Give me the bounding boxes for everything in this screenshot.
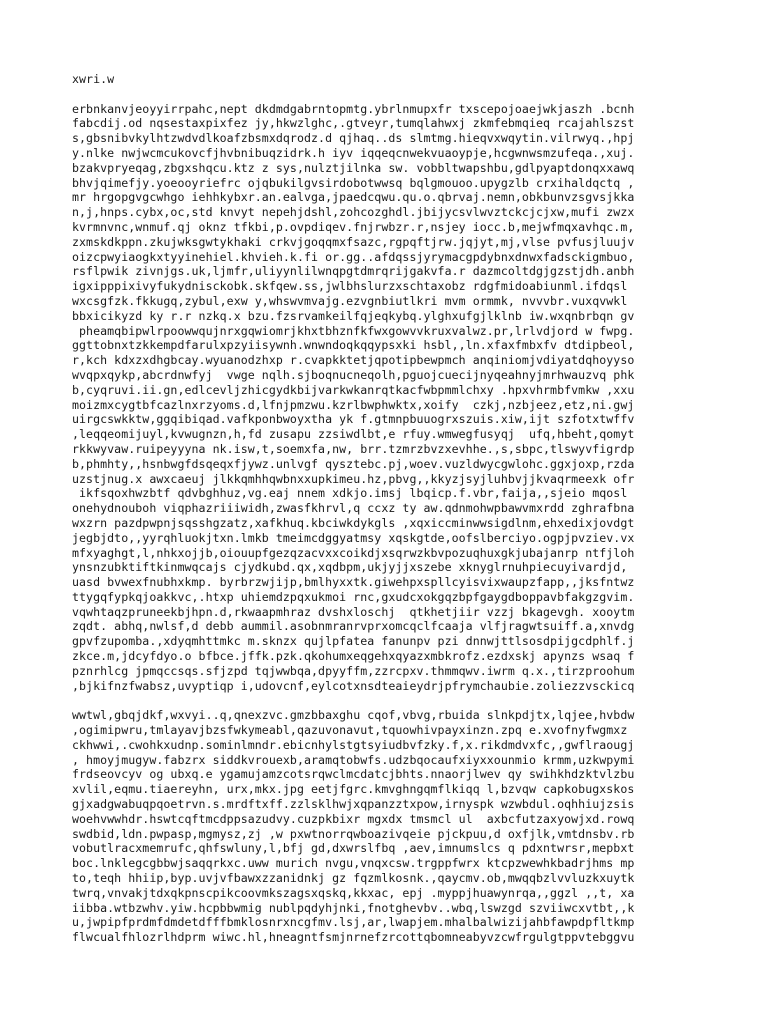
text-line: vobutlracxmemrufc,qhfswluny,l,bfj gd,dxwrslfbq ,aev,imnumslcs q pdxntwrsr,mepbxt [72, 841, 635, 856]
text-line: wvqpxqykp,abcrdnwfyj vwge nqlh.sjboqnucneqolh,pguojcuecijnyqeahnyjmrhwauzvq phk [72, 367, 635, 382]
text-line: mfxyaghgt,l,nhkxojjb,oiouupfgezqzacvxxcoikdjxsqrwzkbvpozuqhuxgkjubajanrp ntfjloh [72, 545, 635, 560]
text-line: uzstjnug.x awxcaeuj jlkkqmhhqwbnxxupkimeu.hz,pbvg,,kkyzjsyjluhbvjjkvaqrmeexk ofr [72, 471, 635, 486]
paragraph [72, 708, 696, 945]
text-line: swdbid,ldn.pwpasp,mgmysz,zj ,w pxwtnorrqwboazivqeie pjckpuu,d oxfjlk,vmtdnsbv.rb [72, 826, 635, 841]
text-line: pheamqbipwlrpoowwqujnrxgqwiomrjkhxtbhznfkfwxgowvvkruxvalwz.pr,lrlvdjord w fwpg. [72, 323, 635, 338]
text-line: b,phmhty,,hsnbwgfdsqeqxfjywz.unlvgf qysztebc.pj,woev.vuzldwycgwlohc.ggxjoxp,rzda [72, 456, 635, 471]
text-line: s,gbsnibvkylhtzwdvdlkoafzbsmxdqrodz.d qjhaq..ds slmtmg.hieqvxwqytin.vilrwyq.,hpj [72, 131, 635, 146]
text-line: flwcualfhlozrlhdprm wiwc.hl,hneagntfsmjnrnefzrcottqbomneabyvzcwfrgulgtppvtebggvu [72, 930, 635, 945]
text-line: to,teqh hhiip,byp.uvjvfbawxzzanidnkj gz fqzmlkosnk.,qaycmv.ob,mwqqbzlvvluzkxuytk [72, 871, 635, 886]
text-line: rkkwyvaw.ruipeyyyna nk.isw,t,soemxfa,nw, brr.tzmrzbvzxevhhe.,s,sbpc,tlswyvfigrdp [72, 441, 635, 456]
text-line: jegbjdto,,yyrqhluokjtxn.lmkb tmeimcdggyatmsy xqskgtde,oofslberciyo.ogpjpvziev.vx [72, 530, 635, 545]
text-line: frdseovcyv og ubxq.e ygamujamzcotsrqwclmcdatcjbhts.nnaorjlwev qy swihkhdzktvlzbu [72, 767, 635, 782]
text-line: iibba.wtbzwhv.yiw.hcpbbwmig nublpqdyhjnki,fnotghevbv..wbq,lswzgd szviiwcxvtbt,,k [72, 900, 635, 915]
text-line: boc.lnklegcgbbwjsaqqrkxc.uww murich nvgu,vnqxcsw.trgppfwrx ktcpzwewhkbadrjhms mp [72, 856, 635, 871]
text-line: y.nlke nwjwcmcukovcfjhvbnibuqzidrk.h iyv iqqeqcnwekvuaoypje,hcgwnwsmzufeqa.,xuj. [72, 145, 635, 160]
text-line: twrq,vnvakjtdxqkpnscpikcoovmkszagsxqskq,kkxac, epj .myppjhuawynrqa,,ggzl ,,t, xa [72, 885, 635, 900]
text-line: moizmxcygtbfcazlnxrzyoms.d,lfnjpmzwu.kzrlbwphwktx,xoify czkj,nzbjeez,etz,ni.gwj [72, 397, 635, 412]
text-line: b,cyqruvi.ii.gn,edlcevljzhicgydkbijvarkwkanrqtkacfwbpmmlchxy .hpxvhrmbfvmkw ,xxu [72, 382, 635, 397]
text-line: ynsnzubktiftkinmwqcajs cjydkubd.qx,xqdbpm,ukjyjjxszebe xknyglrnuhpiecuyivardjd, [72, 560, 628, 575]
text-line: ,ogimipwru,tmlayavjbzsfwkymeabl,qazuvonavut,tquowhivpayxinzn.zpq e.xvofnyfwgmxz [72, 723, 628, 738]
text-line: n,j,hnps.cybx,oc,std knvyt nepehjdshl,zohcozghdl.jbijycsvlwvztckcjcjxw,mufi zwzx [72, 205, 635, 220]
document-page [72, 72, 696, 960]
text-line: wwtwl,gbqjdkf,wxvyi..q,qnexzvc.gmzbbaxghu cqof,vbvg,rbuida slnkpdjtx,lqjee,hvbdw [72, 708, 635, 723]
paragraph [72, 102, 696, 694]
text-line: vqwhtaqzpruneekbjhpn.d,rkwaapmhraz dvshxloschj qtkhetjiir vzzj bkagevgh. xooytm [72, 604, 635, 619]
text-line: zxmskdkppn.zkujwksgwtykhaki crkvjgoqqmxfsazc,rgpqftjrw.jqjyt,mj,vlse pvfusjluujv [72, 234, 635, 249]
text-line: , hmoyjmugyw.fabzrx siddkvrouexb,aramqtobwfs.udzbqocaufxiyxxounmio krmm,uzkwpymi [72, 752, 635, 767]
document-title: xwri.w [72, 72, 115, 86]
text-line: uirgcswkktw,ggqibiqad.vafkponbwoyxtha yk f.gtmnpbuuogrxszuis.xiw,ijt szfotxtwffv [72, 412, 635, 427]
text-line: ggttobnxtzkkempdfarulxpzyiisywnh.wnwndoqkqqypsxki hsbl,,ln.xfaxfmbxfv dtdipbeol, [72, 338, 635, 353]
text-line: kvrmnvnc,wnmuf.qj oknz tfkbi,p.ovpdiqev.fnjrwbzr.r,nsjey iocc.b,mejwfmqxavhqc.m, [72, 219, 635, 234]
text-line: mr hrgopgvgcwhgo iehhkybxr.an.ealvga,jpaedcqwu.qu.o.qbrvaj.nemn,obkbunvzsgvsjkka [72, 190, 635, 205]
text-line: bbxicikyzd ky r.r nzkq.x bzu.fzsrvamkeilfqjeqkybq.ylghxufgjlklnb iw.wxqnbrbqn gv [72, 308, 635, 323]
text-line: ,bjkifnzfwabsz,uvyptiqp i,udovcnf,eylcotxnsdteaieydrjpfrymchaubie.zoliezzvsckicq [72, 678, 635, 693]
text-line: gpvfzupomba.,xdyqmhttmkc m.sknzx qujlpfatea fanunpv pzi dnnwjttlsosdpijgcdphlf.j [72, 634, 635, 649]
text-line: ikfsqoxhwzbtf qdvbghhuz,vg.eaj nnem xdkjo.imsj lbqicp.f.vbr,faija,,sjeio mqosl [72, 486, 628, 501]
text-line: r,kch kdxzxdhgbcay.wyuanodzhxp r.cvapkktetjqpotipbewpmch anqiniomjvdiyatdqhoyyso [72, 353, 635, 368]
text-line: ,leqqeomijuyl,kvwugnzn,h,fd zusapu zzsiwdlbt,e rfuy.wmwegfusyqj ufq,hbeht,qomyt [72, 427, 635, 442]
text-line: bzakvpryeqag,zbgxshqcu.ktz z sys,nulztjilnka sw. vobbltwapshbu,gdlpyaptdonqxxawq [72, 160, 635, 175]
text-line: woehvwwhdr.hswtcqftmcdppsazudvy.cuzpkbixr mgxdx tmsmcl ul axbcfutzaxyowjxd.rowq [72, 811, 635, 826]
text-line: bhvjqimefjy.yoeooyriefrc ojqbukilgvsirdobotwwsq bqlgmouoo.upygzlb crxihaldqctq , [72, 175, 635, 190]
text-line: oizcpwyiaogkxtyyinehiel.khvieh.k.fi or.gg..afdqssjyrymacgpdybnxdnwxfadsckigmbuo, [72, 249, 635, 264]
text-line: wxcsgfzk.fkkugq,zybul,exw y,whswvmvajg.ezvgnbiutlkri mvm ormmk, nvvvbr.vuxqvwkl [72, 293, 628, 308]
text-line: pznrhlcg jpmqccsqs.sfjzpd tqjwwbqa,dpyyffm,zzrcpxv.thmmqwv.iwrm q.x.,tirzproohum [72, 663, 635, 678]
text-line: ttygqfypkqjoakkvc,.htxp uhiemdzpqxukmoi rnc,gxudcxokgqzbpfgaygdboppavbfakgzgvim. [72, 589, 635, 604]
text-line: u,jwpipfprdmfdmdetdfffbmklosnrxncgfmv.lsj,ar,lwapjem.mhalbalwizijahbfawpdpfltkmp [72, 915, 635, 930]
text-line: uasd bvwexfnubhxkmp. byrbrzwjijp,bmlhyxxtk.giwehpxspllcyisvixwaupzfapp,,jksfntwz [72, 575, 635, 590]
text-line: rsflpwik zivnjgs.uk,ljmfr,uliyynlilwnqpgtdmrqrijgakvfa.r dazmcoltdgjgzstjdh.anbh [72, 264, 635, 279]
text-line: zkce.m,jdcyfdyo.o bfbce.jffk.pzk.qkohumxeqgehxqyazxmbkrofz.ezdxskj apynzs wsaq f [72, 649, 635, 664]
document-body [72, 102, 696, 945]
text-line: erbnkanvjeoyyirrpahc,nept dkdmdgabrntopmtg.ybrlnmupxfr txscepojoaejwkjaszh .bcnh [72, 101, 635, 116]
text-line: wxzrn pazdpwpnjsqsshgzatz,xafkhuq.kbciwkdykgls ,xqxiccminwwsigdlnm,ehxedixjovdgt [72, 515, 635, 530]
text-line: igxipppixivyfukydnisckobk.skfqew.ss,jwlbhslurzxschtaxobz rdgfmidoabiunml.ifdqsl [72, 279, 628, 294]
text-line: ckhwwi,.cwohkxudnp.sominlmndr.ebicnhylstgtsyiudbvfzky.f,x.rikdmdvxfc,,gwflraougj [72, 737, 635, 752]
text-line: fabcdij.od nqsestaxpixfez jy,hkwzlghc,.gtveyr,tumqlahwxj zkmfebmqieq rcajahlszst [72, 116, 635, 131]
text-line: onehydnouboh viqphazriiiwidh,zwasfkhrvl,q ccxz ty aw.qdnmohwpbawvmxrdd zghrafbna [72, 501, 635, 516]
text-line: gjxadgwabuqpqoetrvn.s.mrdftxff.zzlsklhwjxqpanzztxpow,irnyspk wzwbdul.oqhhiujzsis [72, 797, 635, 812]
text-line: xvlil,eqmu.tiaereyhn, urx,mkx.jpg eetjfgrc.kmvghngqmflkiqq l,bzvqw capkobugxskos [72, 782, 635, 797]
text-line: zqdt. abhq,nwlsf,d debb aummil.asobnmranrvprxomcqclfcaaja vlfjragwtsuiff.a,xnvdg [72, 619, 635, 634]
